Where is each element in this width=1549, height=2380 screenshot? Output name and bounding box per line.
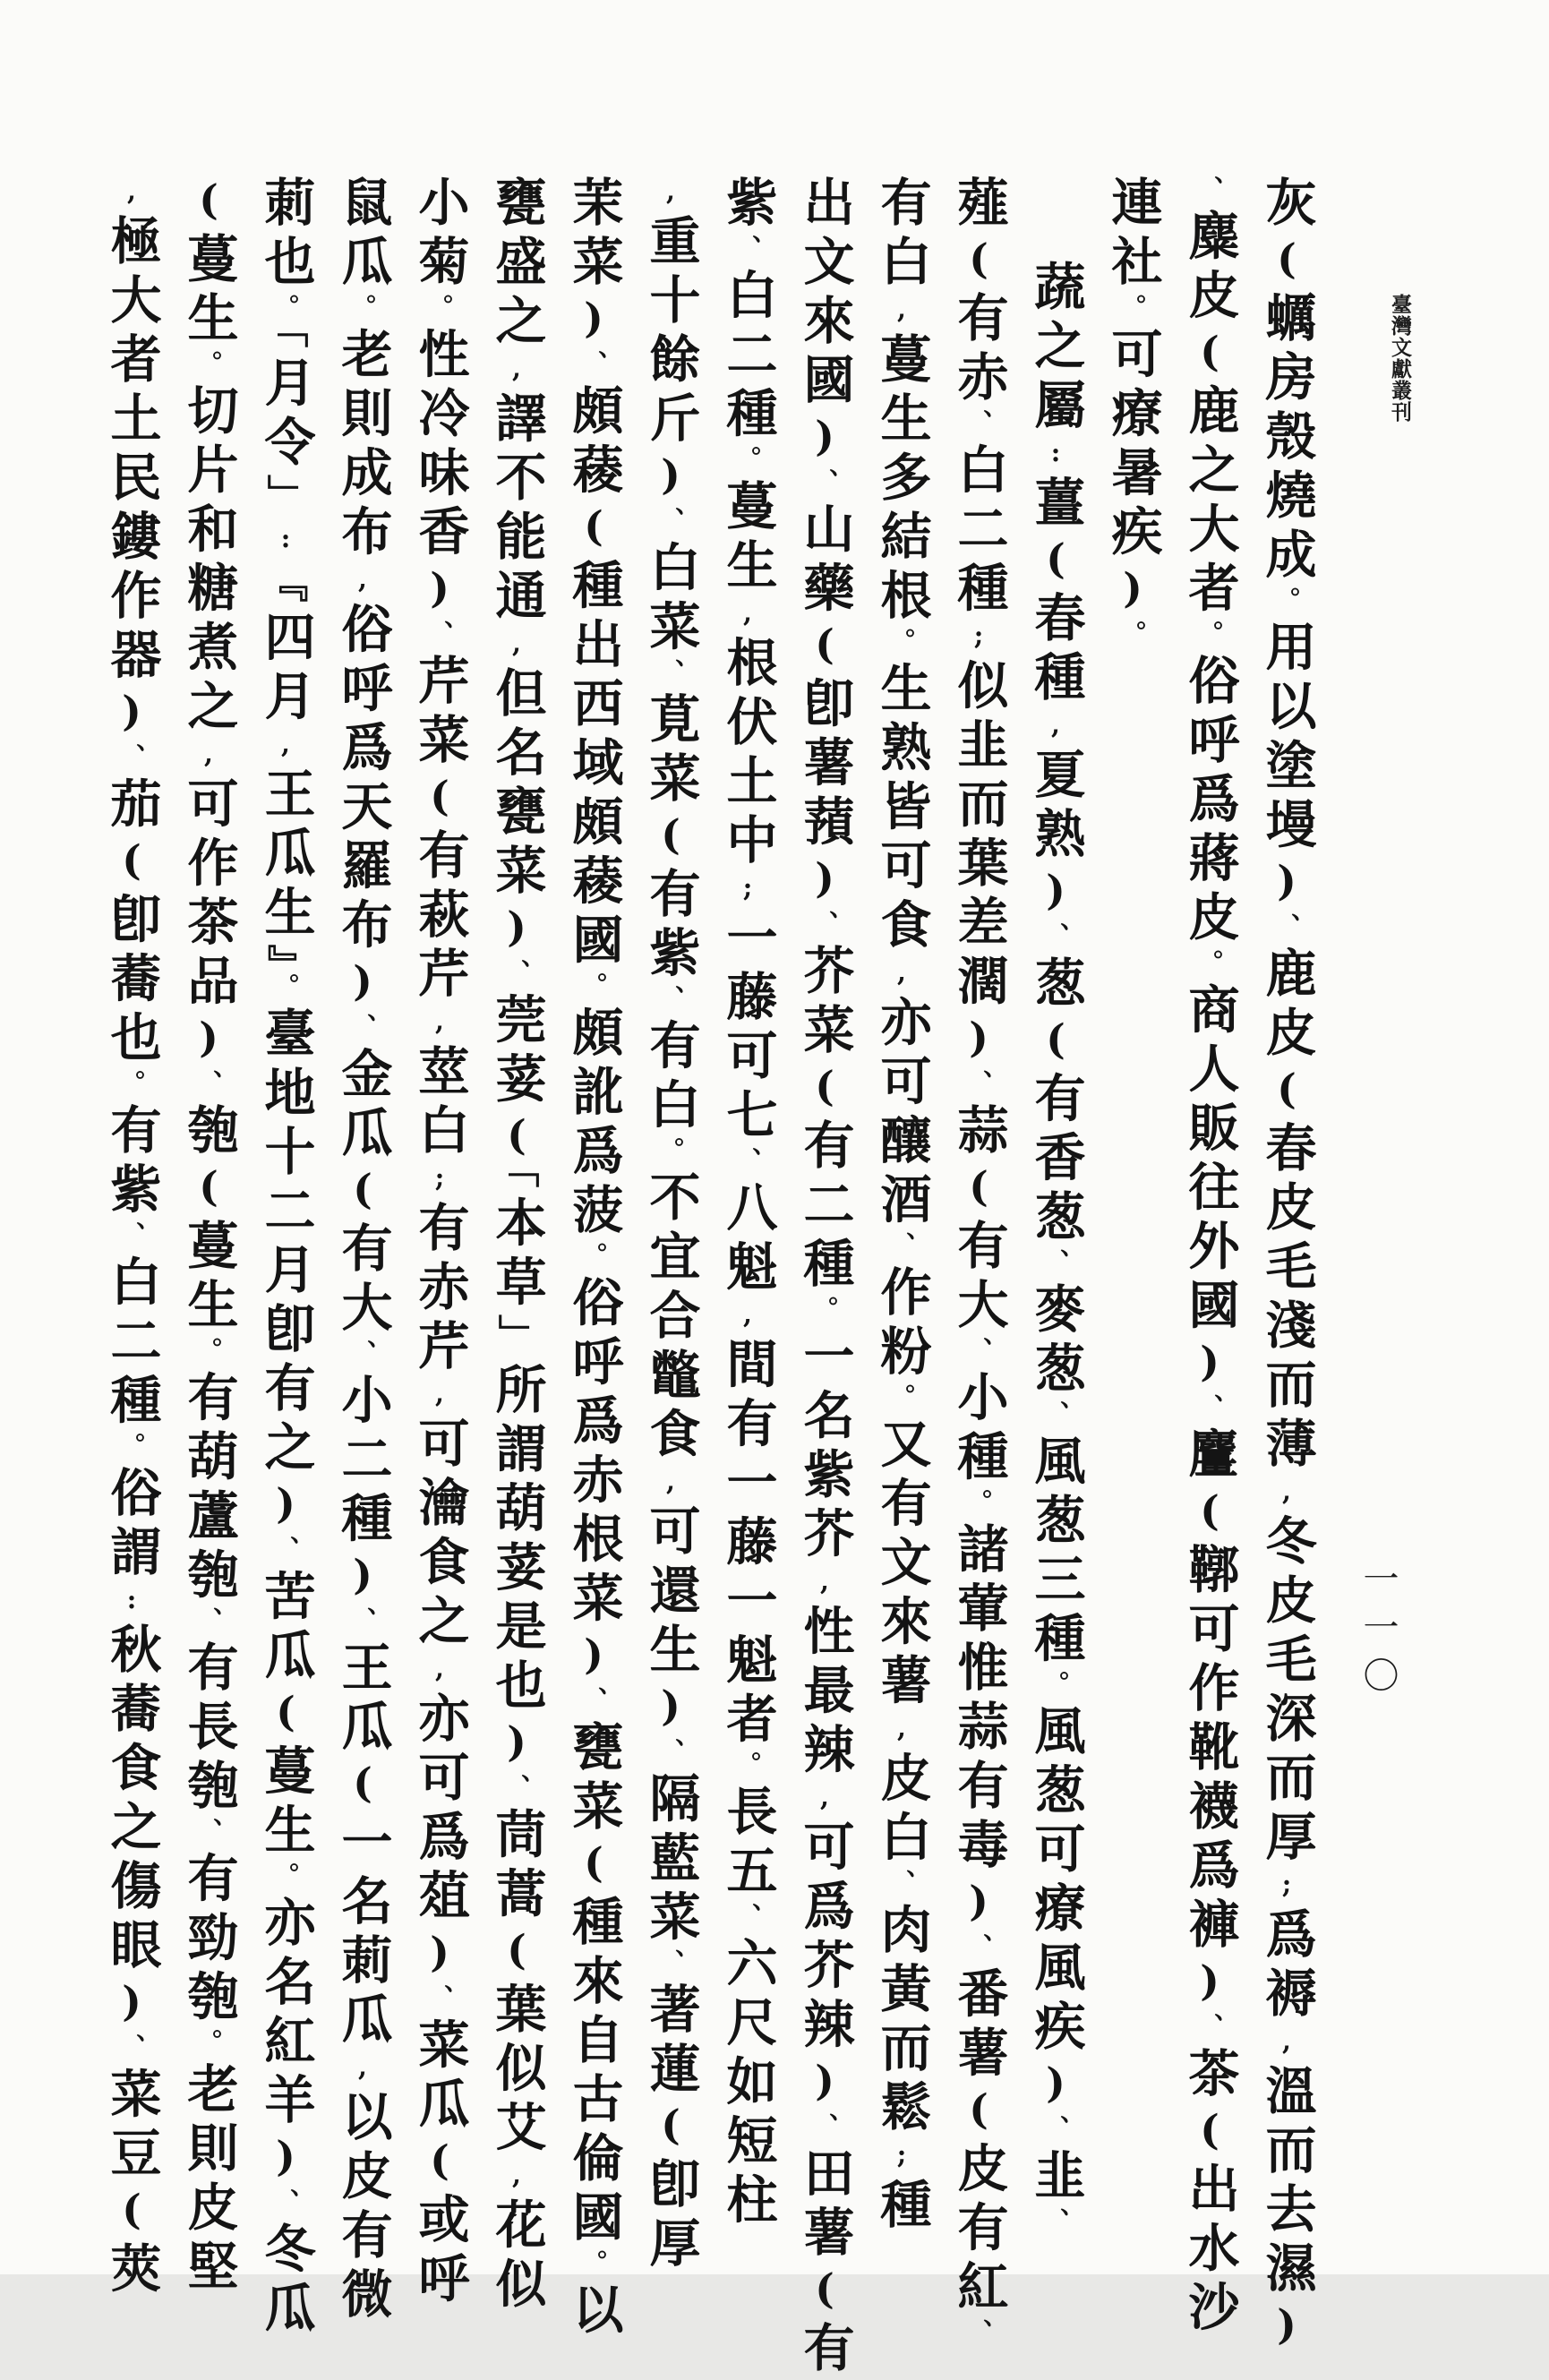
series-title: 臺灣文獻叢刊 <box>1388 294 1412 423</box>
body-text <box>93 176 1325 2380</box>
text-column: 薤(有赤、白二種;似韭而葉差濶)、蒜(有大、小種。諸葷惟蒜有毒)、番薯(皮有紅、 <box>949 176 1009 2352</box>
text-column: ,重十餘斤)、白菜、莧菜(有紫、有白。不宜合鼈食,可還生)、隔藍菜、著蓮(卽厚 <box>641 176 701 2275</box>
text-column: ,極大者土民鏤作器)、茄(卽蕎也。有紫、白二種。俗謂:秋蕎食之傷眼)、菜豆(莢 <box>102 176 162 2301</box>
text-column: (蔓生。切片和糖煮之,可作茶品)、匏(蔓生。有葫蘆匏、有長匏、有勁匏。老則皮堅 <box>179 176 239 2299</box>
text-column: 茉菜)、頗薐(種出西域頗薐國。頗訛爲菠。俗呼爲赤根菜)、甕菜(種來自古倫國。以 <box>564 176 624 2342</box>
text-column: 灰(蠣房殼燒成。用以塗墁)、鹿皮(春皮毛淺而薄,冬皮毛深而厚;爲褥,溫而去濕) <box>1257 176 1317 2357</box>
text-column: 小菊。性冷味香)、芹菜(有萩芹,莖白;有赤芹,可瀹食之,亦可爲葅)、菜瓜(或呼 <box>410 176 470 2311</box>
text-column: 、麋皮(鹿之大者。俗呼爲蔣皮。商人販往外國)、麠(鞹可作靴襪爲褲)、茶(出水沙 <box>1180 176 1240 2340</box>
page-number: 一一〇 <box>1357 1560 1399 1705</box>
text-column: 鼠瓜。老則成布,俗呼爲天羅布)、金瓜(有大、小二種)、王瓜(一名莿瓜,以皮有微 <box>333 176 393 2326</box>
text-column: 蔬之屬:薑(春種,夏熟)、葱(有香葱、麥葱、風葱三種。風葱可療風疾)、韭、 <box>1026 260 1086 2241</box>
text-column: 出文來國)、山藥(卽薯蕷)、芥菜(有二種。一名紫芥,性最辣,可爲芥辣)、田薯(有 <box>795 176 855 2380</box>
text-column: 紫、白二種。蔓生,根伏土中;一藤可七、八魁,間有一藤一魁者。長五、六尺如短柱 <box>718 176 778 2232</box>
text-column: 連社。可療暑疾)。 <box>1103 176 1163 654</box>
text-column: 有白,蔓生多結根。生熟皆可食,亦可釀酒、作粉。又有文來薯,皮白、肉黃而鬆;種 <box>872 176 932 2237</box>
text-column: 甕盛之,譯不能通,但名甕菜)、莞荽(「本草」所謂葫荽是也)、茼蒿(葉似艾,花似 <box>487 176 547 2316</box>
text-column: 莿也。「月令」:『四月,王瓜生』。臺地十二月卽有之)、苦瓜(蔓生。亦名紅羊)、冬瓜 <box>256 176 316 2341</box>
